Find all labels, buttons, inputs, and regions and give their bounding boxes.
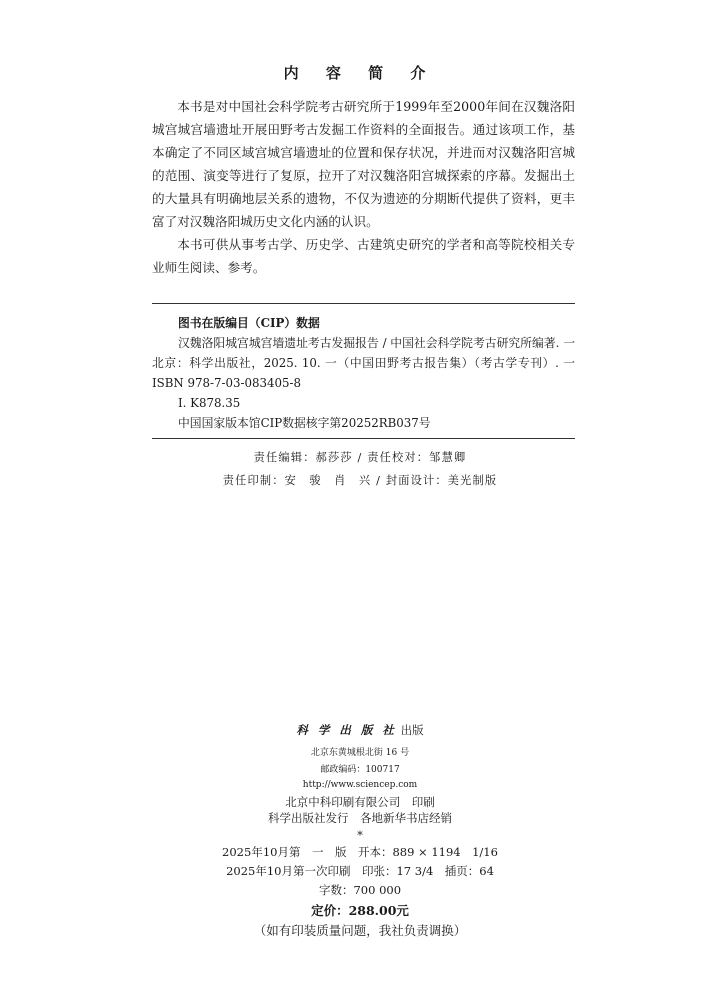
credits-editors: 责任编辑：郝莎莎 / 责任校对：邹慧卿 [253,451,467,464]
distribution: 科学出版社发行 各地新华书店经销 [268,811,452,825]
cip-registration: 中国国家版本馆CIP数据核字第20252RB037号 [178,416,431,430]
word-count: 字数：700 000 [318,883,402,897]
separator-star: * [357,828,363,842]
cip-block [152,313,575,433]
quality-notice: （如有印装质量问题，我社负责调换） [253,923,467,938]
publisher-address: 北京东黄城根北街 16 号 [310,748,410,758]
summary-body [152,95,575,279]
credits-production: 责任印制：安 骏 肖 兴 / 封面设计：美光制版 [222,474,498,487]
printer: 北京中科印刷有限公司 印刷 [285,795,435,809]
publisher-name: 科 学 出 版 社 [296,723,397,737]
summary-paragraph-1: 本书是对中国社会科学院考古研究所于1999年至2000年间在汉魏洛阳城宫城宫墙遗址开展田野考古发掘工作资料的全面报告。通过该项工作，基本确定了不同区域宫城宫墙遗址的位置和保存状况，并进而对汉魏洛阳宫城的范围、演变等进行了复原，拉开了对汉魏洛阳宫城探索的序幕。发掘出土的大量具有明确地层关系的遗物，不仅为遗迹的分期断代提供了资料，更丰富了对汉魏洛阳城历史文化内涵的认识。 [152,99,575,229]
cip-classification: Ⅰ. K878.35 [178,396,241,410]
cip-entry: 汉魏洛阳城宫城宫墙遗址考古发掘报告 / 中国社会科学院考古研究所编著. 一 北京：科学出版社，2025. 10. 一（中国田野考古报告集）（考古学专刊）. 一 ISBN 978-7-03-083405-8 [152,336,575,390]
credits-block [0,446,720,492]
price: 定价：288.00元 [311,903,409,918]
cip-top-rule [152,303,575,304]
publisher-line [0,722,720,738]
website: http://www.sciencep.com [302,780,418,790]
summary-paragraph-2: 本书可供从事考古学、历史学、古建筑史研究的学者和高等院校相关专业师生阅读、参考。 [152,237,575,275]
publish-word: 出版 [400,723,424,737]
edition-line: 2025年10月第 一 版 开本：889 × 1194 1/16 [222,845,498,859]
cip-title: 图书在版编目（CIP）数据 [178,316,320,330]
cip-bottom-rule [152,438,575,439]
postcode: 邮政编码：100717 [320,765,400,775]
printing-line: 2025年10月第一次印刷 印张：17 3/4 插页：64 [226,864,494,878]
summary-title: 内 容 简 介 [283,64,437,82]
